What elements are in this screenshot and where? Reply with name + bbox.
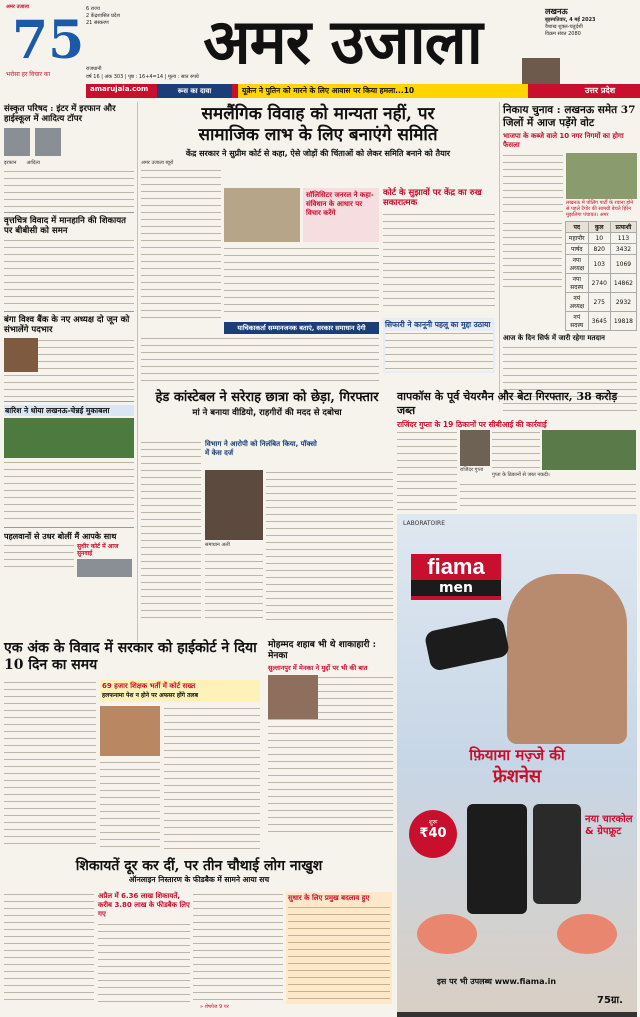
sg-box: सॉलिसिटर जनरल ने कहा-संविधान के आधार पर विचार करेंगे <box>303 188 379 242</box>
edition-info <box>86 6 120 27</box>
constable-sub: मां ने बनाया वीडियो, राहगीरों की मदद से दबोचा <box>192 408 342 418</box>
story-body <box>266 470 393 620</box>
story-title[interactable]: वृत्तचित्र विवाद में मानहानि की शिकायत पर बीबीसी को समन <box>4 216 126 236</box>
irfan-photo <box>4 128 30 156</box>
story-body <box>397 430 457 510</box>
footer-strip <box>397 1012 637 1017</box>
complaints-title[interactable]: शिकायतें दूर कर दीं, पर तीन चौथाई लोग नाखुश <box>75 858 323 874</box>
story-title[interactable]: बारिश ने धोया लखनऊ-चेन्नई मुकाबला <box>4 405 134 416</box>
price-badge <box>409 810 457 858</box>
story-body <box>4 169 134 209</box>
right-column <box>503 104 637 415</box>
ad-brand-sub: men <box>411 580 501 596</box>
photo-caption: लखनऊ में पोलिंग पार्टी के रवाना होने से पहले टैगोर की सामग्री बेचते हिरेन मुझलिगा पंचायत। अमर <box>566 200 634 218</box>
story-title[interactable]: बंगा विश्व बैंक के नए अध्यक्ष दो जून को संभालेंगे पदभार <box>4 315 130 335</box>
masthead-title: अमर उजाला <box>203 5 482 78</box>
date-block <box>545 6 635 38</box>
complaints-box-title: सुधार के लिए प्रमुख बदलाव हुए <box>288 894 370 902</box>
story-body <box>4 680 96 850</box>
logo-number: 75 <box>12 10 85 71</box>
fiama-ad[interactable] <box>397 514 637 1012</box>
story-body <box>205 552 263 620</box>
gupta-photo <box>460 430 490 466</box>
hc-highlight-2: हलफनामा पेश न होने पर अफसर होंगे तलब <box>102 692 199 699</box>
ad-brand: fiama <box>427 554 485 579</box>
wapcos-title[interactable]: वापकॉस के पूर्व चेयरमैन और बेटा गिरफ्तार, 38 करोड़ जब्त <box>397 390 618 417</box>
side-body <box>383 212 495 312</box>
anniversary-logo <box>6 4 86 79</box>
ad-cta[interactable]: इस पर भी उपलब्ध www.fiama.in <box>437 977 557 986</box>
story-title[interactable]: पहलवानों से उधर बोलीं मैं आपके साथ <box>4 531 117 541</box>
hc-highlight: 69 हजार शिक्षक भर्ती में कोर्ट सख्त <box>102 682 196 690</box>
story-body <box>4 460 134 524</box>
story-body <box>503 221 562 293</box>
complaints-box-2 <box>286 892 392 1004</box>
stadium-photo <box>4 418 134 458</box>
banga-photo <box>4 338 38 372</box>
soap-bar <box>424 616 511 672</box>
constable-side-title: विभाग ने आरोपी को निलंबित किया, पॉक्सो में केस दर्ज <box>205 440 317 457</box>
grapefruit <box>417 914 477 954</box>
banner-label: रूस का दावा <box>157 84 232 98</box>
website[interactable]: amarujala.com <box>90 85 149 93</box>
column-divider <box>499 102 500 402</box>
city-label: लखनऊ <box>545 7 568 16</box>
accused-photo <box>205 470 263 540</box>
hc-story <box>4 640 264 674</box>
bottom-title: याचिकाकर्ता सम्मानजनक बताएं, सरकार समाधान देगी <box>224 322 379 334</box>
lead-headline-2[interactable]: सामाजिक लाभ के लिए बनाएंगे समिति <box>198 125 438 145</box>
wapcos-story <box>397 390 637 430</box>
nikay-sub: भाजपा के कब्जे वाले 10 नगर निगमों का होगा फैसला <box>503 132 624 149</box>
story-title[interactable]: संस्कृत परिषद : इंटर में इरफान और हाईस्कूल में आदित्य टॉपर <box>4 104 116 124</box>
polling-photo <box>566 153 637 199</box>
logo-caption: अमर उजाला <box>6 4 30 10</box>
continued-link[interactable]: » शेषपेज 9 पर <box>200 1004 229 1010</box>
ad-weight: 75ग्रा. <box>597 995 623 1006</box>
menaka-photo <box>268 675 318 719</box>
shower-gel-bottle <box>533 804 581 904</box>
cash-photo <box>542 430 636 470</box>
state-label: उत्तर प्रदेश <box>584 86 616 95</box>
edition-line: 21 संस्करण <box>86 20 109 26</box>
constable-story <box>141 390 393 419</box>
story-body <box>492 430 540 470</box>
grapefruit <box>557 914 617 954</box>
story-body <box>98 922 190 1002</box>
column-divider <box>137 102 138 642</box>
photo-caption: राजिंदर गुप्ता <box>460 467 484 473</box>
calendar-line: वैशाख शुक्ल-चतुर्दशी <box>545 24 583 30</box>
story-body <box>4 543 74 573</box>
photo-caption: आदित्य <box>26 160 40 166</box>
rajdhani-label: राजधानी <box>86 66 102 72</box>
story-body <box>100 760 160 850</box>
supreme-court-photo <box>224 188 300 242</box>
court-photo <box>100 706 160 756</box>
edition-line: 6 राज्य <box>86 6 100 12</box>
ad-headline: फ़ियामा मज़्जे की <box>469 746 565 764</box>
wapcos-sub: राजिंदर गुप्ता के 19 ठिकानों पर सीबीआई की कार्रवाई <box>397 420 547 429</box>
constable-title[interactable]: हेड कांस्टेबल ने सरेराह छात्रा को छेड़ा, गिरफ्तार <box>155 390 379 405</box>
right-box-title: सिफारी ने कानूनी पहलू का मुद्दा उठाया <box>385 320 491 329</box>
banner-text[interactable]: यूक्रेन ने पुतिन को मारने के लिए आवास पर किया हमला...10 <box>238 84 528 98</box>
complaints-sub: ऑनलाइन निस्तारण के फीडबैक में सामने आया सच <box>128 875 270 884</box>
photo-caption: इरफान <box>4 160 17 166</box>
complaints-story <box>4 858 394 885</box>
story-body <box>460 482 636 510</box>
model-photo <box>507 574 627 744</box>
story-body <box>503 153 563 213</box>
issue-line: वर्ष 16 | अंक 303 | पृष्ठ : 16+4=14 | मूल्य : सात रुपये <box>86 74 199 80</box>
tagline: भरोसा हर विचार का <box>6 71 51 78</box>
results-note: आज के दिन सिर्फ में जारी रहेगा मतदान <box>503 334 605 342</box>
ad-headline-2: फ्रेशनेस <box>492 766 542 787</box>
shower-gel-bottle <box>467 804 527 914</box>
left-column <box>4 104 134 577</box>
lead-subhead: केंद्र सरकार ने सुप्रीम कोर्ट से कहा, ऐसे जोड़ों की चिंताओं को लेकर समिति बनाने को तैयार <box>185 149 451 158</box>
menaka-story <box>268 640 393 835</box>
ad-brand-top: LABORATOIRE <box>403 520 445 527</box>
story-body <box>4 238 134 308</box>
hc-highlight-box <box>100 680 260 702</box>
story-body <box>141 440 201 620</box>
lead-story <box>141 104 495 159</box>
menaka-sub: सुल्तानपुर में मेनका ने मुद्दों पर भी की बात <box>268 664 368 672</box>
complaints-box-1: अप्रैल में 6.36 लाख शिकायतें, करीब 3.80 लाख के फीडबैक लिए गए <box>98 892 190 918</box>
lead-headline[interactable]: समलैंगिक विवाह को मान्यता नहीं, पर <box>201 104 435 124</box>
vikram-line: विक्रम संवत 2080 <box>545 31 581 37</box>
byline: अमर उजाला ब्यूरो <box>141 160 174 166</box>
lead-body <box>141 336 379 384</box>
right-box <box>383 318 495 373</box>
edition-line: 2 केंद्रशासित प्रदेश <box>86 13 120 19</box>
side-title[interactable]: कोर्ट के सुझावों पर केंद्र का रुख सकारात्मक <box>383 188 482 208</box>
quote-title: सुधीर कोर्ट में आज सुनवाई <box>77 543 119 557</box>
aditya-photo <box>35 128 61 156</box>
menaka-title[interactable]: मोहम्मद शहाब भी थे शाकाहारी : मेनका <box>268 640 376 661</box>
price-label: शुरू <box>428 819 438 826</box>
story-body <box>164 706 260 850</box>
wrestler-photo <box>77 559 132 577</box>
nikay-title[interactable]: निकाय चुनाव : लखनऊ समेत 37 जिलों में आज पड़ेंगे वोट <box>503 104 636 129</box>
photo-caption: गुप्ता के ठिकानों से जब्त नकदी। <box>492 472 550 478</box>
story-body <box>4 892 94 1002</box>
lead-body <box>141 168 221 318</box>
price: ₹40 <box>419 826 447 841</box>
putin-photo <box>522 58 560 84</box>
photo-caption: समाधान अली <box>205 542 230 548</box>
candidates-table: पद कुल प्रत्याशी महापौर 10 113 पार्षद 820 3432 नपा अध्यक्ष 103 1069 नपा सदस्य 2740 14862 नपं अध्यक्ष 275 2932 नपं सदस्य 3645 19818 <box>565 221 637 331</box>
ad-tag: नया चारकोल & ग्रेपफ्रूट <box>585 814 633 837</box>
fiama-logo <box>411 554 501 600</box>
hc-title[interactable]: एक अंक के विवाद में सरकार को हाईकोर्ट ने दिया 10 दिन का समय <box>4 640 257 673</box>
lead-body <box>224 246 379 316</box>
story-body <box>193 892 283 1002</box>
date-line: बृहस्पतिवार, 4 मई 2023 <box>545 17 596 23</box>
